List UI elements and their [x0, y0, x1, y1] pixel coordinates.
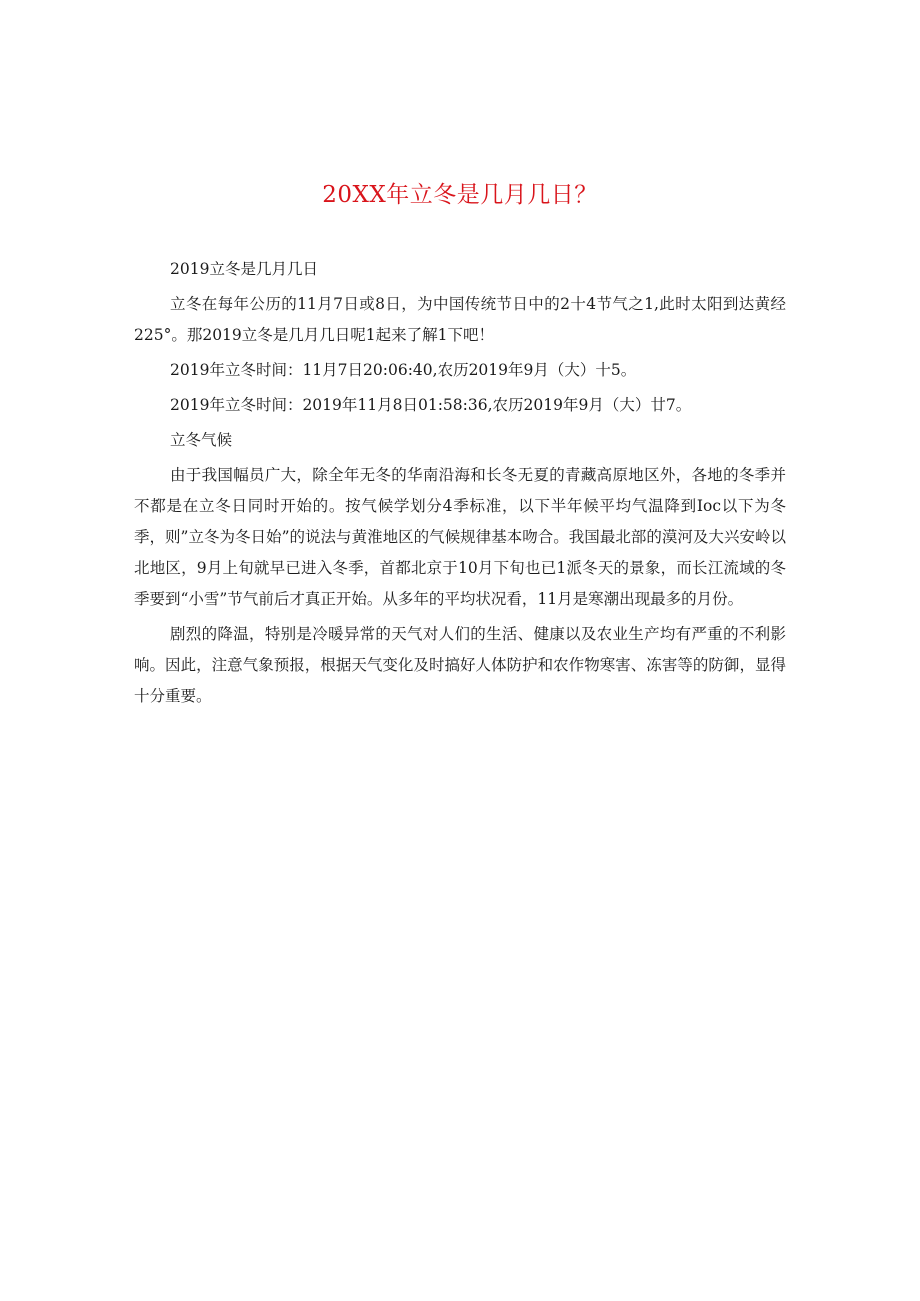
- document-title: 20XX年立冬是几月几日？: [322, 182, 598, 208]
- impact-paragraph: 剧烈的降温，特别是冷暖异常的天气对人们的生活、健康以及农业生产均有严重的不利影响。因此，注意气象预报，根据天气变化及时搞好人体防护和农作物寒害、冻害等的防御，显得十分重要。: [134, 625, 786, 705]
- document-body: [134, 254, 786, 716]
- intro-paragraph: 立冬在每年公历的11月7日或8日，为中国传统节日中的2十4节气之1,此时太阳到达黄经225°。那2019立冬是几月几日呢1起来了解1下吧！: [134, 295, 786, 344]
- time-paragraph-2: 2019年立冬时间：2019年11月8日01:58:36,农历2019年9月（大）廿7。: [170, 396, 692, 414]
- subheading-date: 2019立冬是几月几日: [170, 260, 318, 278]
- time-paragraph-1: 2019年立冬时间：11月7日20:06:40,农历2019年9月（大）十5。: [170, 361, 637, 379]
- climate-paragraph: 由于我国幅员广大，除全年无冬的华南沿海和长冬无夏的青藏高原地区外，各地的冬季并不都是在立冬日同时开始的。按气候学划分4季标准，以下半年候平均气温降到Ioc以下为冬季，则”立冬为冬日始”的说法与黄淮地区的气候规律基本吻合。我国最北部的漠河及大兴安岭以北地区，9月上旬就早已进入冬季，首都北京于10月下旬也已1派冬天的景象，而长江流域的冬季要到“小雪”节气前后才真正开始。从多年的平均状况看，11月是寒潮出现最多的月份。: [134, 466, 786, 608]
- subheading-climate: 立冬气候: [170, 431, 233, 449]
